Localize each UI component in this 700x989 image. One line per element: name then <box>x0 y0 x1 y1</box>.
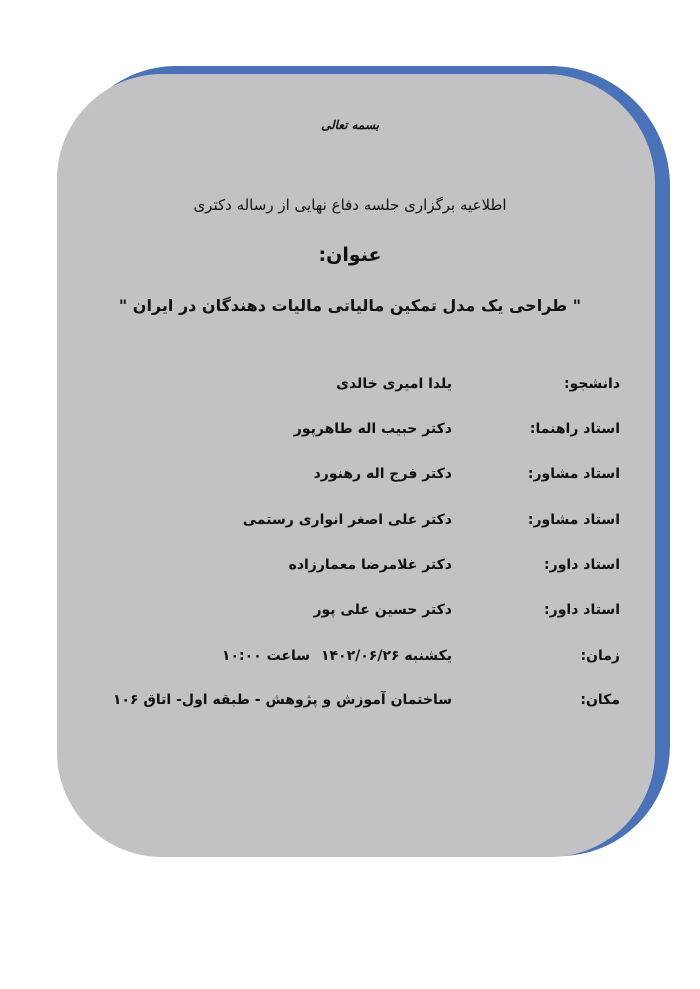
thesis-title: " طراحی یک مدل تمکین مالیاتی مالیات دهندگان در ایران " <box>118 296 582 315</box>
advisor2-value: دکتر علی اصغر انواری رستمی <box>242 512 452 528</box>
advisor1-value: دکتر فرج اله رهنورد <box>313 466 452 482</box>
advisor1-row <box>120 466 620 492</box>
supervisor-label: استاد راهنما: <box>529 421 620 437</box>
announcement-heading: اطلاعیه برگزاری جلسه دفاع نهایی از رساله دکتری <box>193 196 507 214</box>
time-hour: ساعت ۱۰:۰۰ <box>221 648 310 664</box>
advisor2-label: استاد مشاور: <box>527 512 620 528</box>
advisor2-row <box>120 512 620 538</box>
examiner2-label: استاد داور: <box>544 602 620 618</box>
student-label: دانشجو: <box>564 376 620 392</box>
advisor1-label: استاد مشاور: <box>527 466 620 482</box>
examiner1-row <box>120 557 620 583</box>
examiner1-label: استاد داور: <box>544 557 620 573</box>
student-value: یلدا امیری خالدی <box>336 376 452 392</box>
examiner2-row <box>120 602 620 628</box>
bismillah-heading: بسمه تعالی <box>320 118 380 132</box>
supervisor-value: دکتر حبیب اله طاهرپور <box>293 421 452 437</box>
title-label: عنوان: <box>318 244 382 266</box>
student-row <box>120 376 620 402</box>
place-value: ساختمان آموزش و پژوهش - طبقه اول- اتاق ۱۰۶ <box>112 692 452 708</box>
place-row <box>112 692 620 718</box>
place-label: مکان: <box>580 692 620 708</box>
time-label: زمان: <box>580 648 620 664</box>
supervisor-row <box>120 421 620 447</box>
time-value: یکشنبه ۱۴۰۲/۰۶/۲۶ <box>320 648 452 664</box>
examiner1-value: دکتر غلامرضا معمارزاده <box>288 557 452 573</box>
examiner2-value: دکتر حسین علی پور <box>313 602 452 618</box>
time-row <box>120 648 620 674</box>
